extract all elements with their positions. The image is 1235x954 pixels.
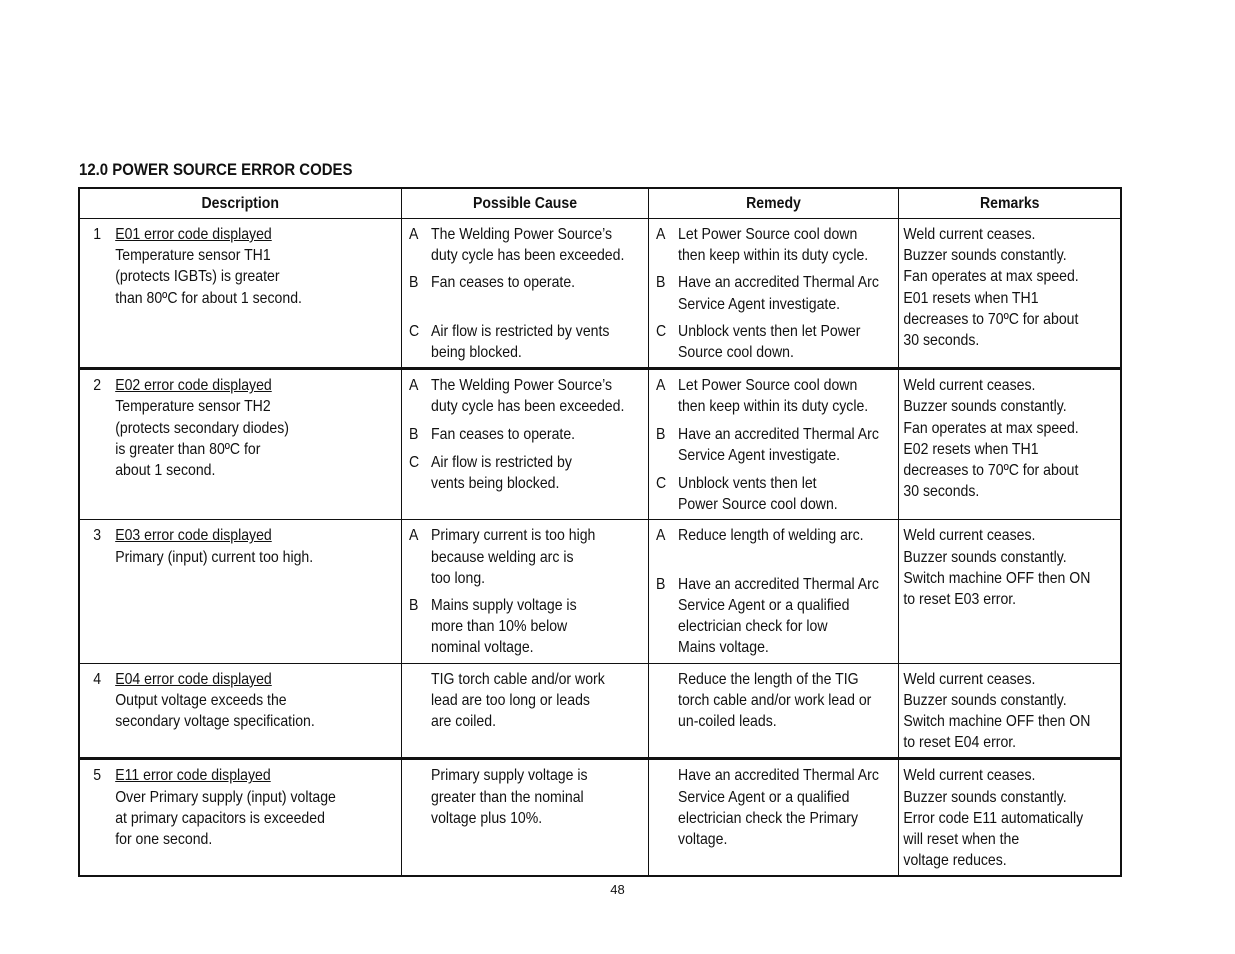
description-cell (79, 663, 401, 759)
description-cell (79, 520, 401, 663)
description-line: (protects secondary diodes) (115, 419, 289, 437)
remedy-list (649, 219, 909, 367)
remarks-line: to reset E03 error. (902, 591, 1016, 609)
cause-letter: B (408, 274, 418, 292)
column-header-description: Description (79, 188, 401, 219)
cause-line: Air flow is restricted by (430, 453, 572, 471)
cause-line: Mains supply voltage is (430, 597, 577, 615)
page-number: 48 (610, 882, 625, 897)
remedy-line: Have an accredited Thermal Arc (677, 274, 879, 292)
remedy-line: Have an accredited Thermal Arc (677, 425, 879, 443)
remarks-line: Buzzer sounds constantly. (902, 548, 1067, 566)
row-number: 4 (93, 670, 102, 688)
cause-line: Primary current is too high (430, 527, 595, 545)
error-codes-table (78, 187, 1122, 877)
remarks-cell (898, 219, 1121, 369)
description-cell (79, 219, 401, 369)
remedy-cell (648, 663, 898, 759)
remedy-line: Mains voltage. (677, 639, 769, 657)
error-code-title: E04 error code displayed (115, 670, 272, 688)
remarks-line: Buzzer sounds constantly. (902, 247, 1067, 265)
description-line: Output voltage exceeds the (115, 691, 287, 709)
cause-item (409, 452, 656, 494)
remarks-block (899, 219, 1129, 355)
remarks-line: Fan operates at max speed. (902, 268, 1079, 286)
description-line: about 1 second. (115, 462, 216, 480)
table-row (79, 520, 1121, 663)
remedy-line: then keep within its duty cycle. (677, 398, 868, 416)
remedy-item (656, 574, 906, 659)
cause-line: are coiled. (430, 713, 496, 731)
cause-item (409, 321, 656, 363)
remarks-line: 30 seconds. (902, 332, 979, 350)
remedy-line: Let Power Source cool down (677, 226, 857, 243)
description-line: for one second. (115, 831, 213, 849)
remedy-line: Source cool down. (677, 344, 794, 362)
description-block (80, 760, 440, 854)
remarks-line: Fan operates at max speed. (902, 419, 1079, 437)
remarks-line: to reset E04 error. (902, 734, 1016, 752)
remedy-line: Power Source cool down. (677, 496, 838, 514)
remedy-item (656, 375, 906, 417)
remarks-line: voltage reduces. (902, 852, 1007, 870)
remedy-line: Reduce the length of the TIG (677, 670, 859, 688)
remedy-line: electrician check the Primary (677, 809, 858, 827)
remarks-line: Switch machine OFF then ON (902, 569, 1090, 587)
remedy-list (649, 664, 909, 737)
row-number: 5 (93, 767, 102, 785)
cause-letter (409, 669, 431, 733)
cause-line: Fan ceases to operate. (430, 274, 575, 292)
remedy-line: electrician check for low (677, 618, 828, 636)
remedy-line: torch cable and/or work lead or (677, 691, 871, 709)
cause-line: Primary supply voltage is (430, 767, 588, 785)
remarks-block (899, 664, 1129, 758)
remarks-block (899, 760, 1129, 875)
description-line: Over Primary supply (input) voltage (115, 788, 336, 806)
remedy-letter: C (655, 322, 666, 340)
column-header-possible-cause: Possible Cause (401, 188, 648, 219)
remedy-letter (656, 765, 678, 850)
cause-line: TIG torch cable and/or work (430, 670, 605, 688)
remedy-text (678, 574, 906, 659)
remarks-line: Weld current ceases. (902, 767, 1035, 785)
cause-letter: A (408, 226, 418, 243)
possible-cause-cell (401, 759, 648, 877)
remedy-text (678, 525, 906, 546)
cause-line: vents being blocked. (430, 475, 559, 493)
possible-cause-cell (401, 369, 648, 520)
remarks-line: Switch machine OFF then ON (902, 713, 1090, 731)
cause-line: duty cycle has been exceeded. (430, 398, 624, 416)
column-header-remarks: Remarks (898, 188, 1121, 219)
table-row (79, 759, 1121, 877)
cause-item (409, 765, 656, 829)
possible-cause-cell (401, 663, 648, 759)
remarks-block (899, 370, 1129, 506)
cause-letter: A (408, 377, 418, 395)
remedy-cell (648, 369, 898, 520)
remedy-line: un-coiled leads. (677, 713, 777, 731)
description-line: at primary capacitors is exceeded (115, 809, 325, 827)
remedy-text (678, 272, 906, 314)
remedy-list (649, 520, 909, 662)
remedy-letter: B (655, 425, 665, 443)
error-code-title: E03 error code displayed (115, 527, 272, 545)
remedy-cell (648, 520, 898, 663)
remedy-text (678, 321, 906, 363)
remedy-line: Unblock vents then let Power (677, 322, 860, 340)
remedy-text (678, 375, 906, 417)
remarks-line: Buzzer sounds constantly. (902, 691, 1067, 709)
description-line: is greater than 80ºC for (115, 440, 261, 458)
remedy-letter: A (655, 527, 665, 545)
remarks-line: Buzzer sounds constantly. (902, 788, 1067, 806)
remedy-text (678, 669, 906, 733)
description-line: Temperature sensor TH1 (115, 247, 271, 265)
description-block (80, 219, 440, 313)
cause-item (409, 424, 656, 445)
cause-text (431, 321, 656, 363)
description-line: Temperature sensor TH2 (115, 398, 271, 416)
description-cell (79, 759, 401, 877)
remarks-line: Weld current ceases. (902, 527, 1035, 545)
remedy-item (656, 224, 906, 266)
remedy-letter: C (655, 475, 666, 493)
cause-text (431, 272, 656, 293)
remarks-line: E01 resets when TH1 (902, 289, 1039, 307)
cause-line: too long. (430, 569, 485, 587)
description-block (80, 664, 440, 737)
remedy-line: then keep within its duty cycle. (677, 247, 868, 265)
cause-line: nominal voltage. (430, 639, 534, 657)
cause-line: Fan ceases to operate. (430, 425, 575, 443)
remarks-line: Weld current ceases. (902, 670, 1035, 688)
description-block (80, 520, 440, 571)
error-code-title: E11 error code displayed (115, 767, 271, 785)
remedy-item (656, 765, 906, 850)
cause-item (409, 272, 656, 293)
remedy-cell (648, 219, 898, 369)
cause-line: lead are too long or leads (430, 691, 590, 709)
row-number: 2 (93, 377, 102, 395)
table-header-row (79, 188, 1121, 219)
cause-line: The Welding Power Source’s (430, 377, 612, 395)
remarks-line: E02 resets when TH1 (902, 440, 1039, 458)
remedy-item (656, 669, 906, 733)
possible-cause-cell (401, 219, 648, 369)
error-code-title: E01 error code displayed (115, 226, 272, 243)
cause-line: being blocked. (430, 343, 522, 361)
cause-line: Air flow is restricted by vents (430, 322, 609, 340)
cause-letter: B (408, 425, 418, 443)
remedy-line: Reduce length of welding arc. (677, 527, 864, 545)
remarks-line: decreases to 70ºC for about (902, 462, 1078, 480)
cause-text (431, 375, 656, 417)
remarks-line: Buzzer sounds constantly. (902, 398, 1067, 416)
remedy-item (656, 473, 906, 515)
remedy-line: Service Agent investigate. (677, 295, 840, 313)
remedy-letter: A (655, 377, 665, 395)
cause-letter: A (408, 527, 418, 545)
section-heading: 12.0 POWER SOURCE ERROR CODES (79, 160, 353, 179)
cause-text (431, 595, 656, 659)
row-number: 3 (93, 527, 102, 545)
cause-list (402, 760, 659, 833)
column-header-remedy: Remedy (648, 188, 898, 219)
remarks-block (899, 520, 1129, 614)
cause-list (402, 664, 659, 737)
cause-item (409, 595, 656, 659)
cause-list (402, 520, 659, 662)
cause-item (409, 375, 656, 417)
cause-text (431, 224, 656, 266)
cause-line: The Welding Power Source’s (430, 226, 612, 243)
row-number: 1 (93, 226, 102, 243)
remedy-item (656, 272, 906, 314)
description-line: secondary voltage specification. (115, 713, 315, 731)
cause-text (431, 525, 656, 589)
cause-line: more than 10% below (430, 618, 567, 636)
remedy-line: Service Agent or a qualified (677, 788, 849, 806)
remedy-text (678, 424, 906, 466)
remedy-letter: A (655, 226, 665, 243)
remedy-letter (656, 669, 678, 733)
remedy-letter: B (655, 274, 665, 292)
cause-letter (409, 765, 431, 829)
remarks-cell (898, 520, 1121, 663)
remarks-cell (898, 369, 1121, 520)
remedy-item (656, 424, 906, 466)
cause-list (402, 370, 659, 498)
possible-cause-cell (401, 520, 648, 663)
remarks-line: Error code E11 automatically (902, 809, 1083, 827)
remarks-line: Weld current ceases. (902, 377, 1035, 395)
remedy-text (678, 765, 906, 850)
cause-item (409, 669, 656, 733)
cause-text (431, 669, 656, 733)
description-block (80, 370, 440, 485)
remedy-list (649, 760, 909, 854)
cause-line: greater than the nominal (430, 788, 584, 806)
remedy-list (649, 370, 909, 519)
table-row (79, 663, 1121, 759)
cause-line: because welding arc is (430, 548, 573, 566)
remarks-cell (898, 759, 1121, 877)
remarks-line: will reset when the (902, 831, 1019, 849)
cause-letter: C (408, 453, 419, 471)
description-cell (79, 369, 401, 520)
remedy-item (656, 525, 906, 546)
remedy-letter: B (655, 575, 665, 593)
remedy-cell (648, 759, 898, 877)
cause-text (431, 424, 656, 445)
cause-list (402, 219, 659, 367)
cause-letter: B (408, 597, 418, 615)
remedy-line: Service Agent investigate. (677, 446, 840, 464)
remedy-line: voltage. (677, 831, 727, 849)
remedy-line: Unblock vents then let (677, 475, 817, 493)
remedy-line: Service Agent or a qualified (677, 596, 849, 614)
cause-line: voltage plus 10%. (430, 809, 542, 827)
cause-item (409, 525, 656, 589)
remarks-line: decreases to 70ºC for about (902, 310, 1078, 328)
remedy-line: Let Power Source cool down (677, 377, 857, 395)
description-line: Primary (input) current too high. (115, 548, 314, 566)
remarks-line: Weld current ceases. (902, 226, 1035, 243)
table-row (79, 219, 1121, 369)
cause-item (409, 224, 656, 266)
error-code-title: E02 error code displayed (115, 377, 272, 395)
remedy-item (656, 321, 906, 363)
remedy-text (678, 473, 906, 515)
description-line: (protects IGBTs) is greater (115, 268, 280, 286)
remedy-text (678, 224, 906, 266)
cause-line: duty cycle has been exceeded. (430, 247, 624, 265)
remarks-cell (898, 663, 1121, 759)
table-row (79, 369, 1121, 520)
description-line: than 80ºC for about 1 second. (115, 289, 302, 307)
remedy-line: Have an accredited Thermal Arc (677, 767, 879, 785)
cause-letter: C (408, 322, 419, 340)
cause-text (431, 452, 656, 494)
remarks-line: 30 seconds. (902, 483, 979, 501)
remedy-line: Have an accredited Thermal Arc (677, 575, 879, 593)
cause-text (431, 765, 656, 829)
